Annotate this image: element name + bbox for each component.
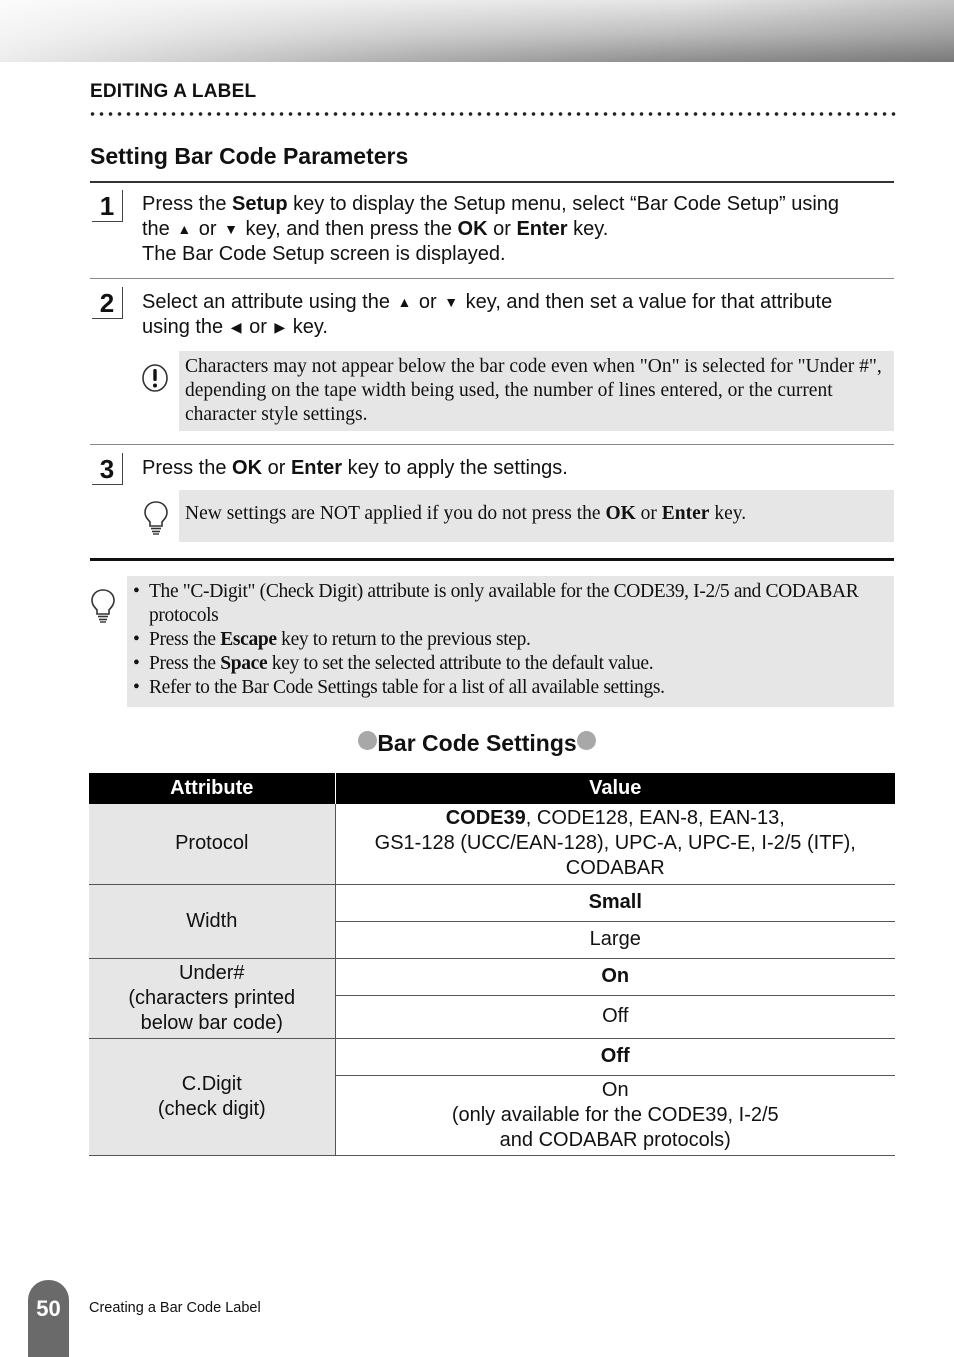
value-cell: Off bbox=[335, 995, 895, 1038]
step-2-text: Select an attribute using the ▲ or ▼ key, and then set a value for that attribute using the ◀ or ▶ key. bbox=[142, 291, 833, 338]
attribute-cell: Width bbox=[89, 884, 335, 958]
rule-end-steps bbox=[90, 558, 894, 561]
value-cell: Small bbox=[335, 884, 895, 921]
value-cell: CODE39, CODE128, EAN-8, EAN-13, GS1-128 (UCC/EAN-128), UPC-A, UPC-E, I-2/5 (ITF), CODABAR bbox=[335, 804, 895, 884]
step-1-number: 1 bbox=[92, 190, 123, 222]
value-cell: Off bbox=[335, 1038, 895, 1075]
step-2-number: 2 bbox=[92, 287, 123, 319]
apply-note: New settings are NOT applied if you do not press the OK or Enter key. bbox=[179, 490, 894, 542]
dotted-divider bbox=[88, 111, 896, 117]
rule-step-1 bbox=[90, 278, 894, 279]
tip-item: • Refer to the Bar Code Settings table for a list of all available settings. bbox=[129, 676, 888, 700]
attribute-cell: C.Digit (check digit) bbox=[89, 1038, 335, 1155]
tip-item: • The "C-Digit" (Check Digit) attribute is only available for the CODE39, I-2/5 and CODABAR protocols bbox=[129, 580, 888, 628]
heading-dot-left bbox=[358, 731, 377, 750]
value-cell: On bbox=[335, 958, 895, 995]
heading-dot-right bbox=[577, 731, 596, 750]
table-row bbox=[89, 804, 895, 884]
step-1-text: Press the Setup key to display the Setup menu, select “Bar Code Setup” using the ▲ or ▼ key, and then press the OK or Enter key. The Bar Code Setup screen is displayed. bbox=[142, 193, 840, 265]
table-row bbox=[89, 884, 895, 921]
up-arrow-icon: ▲ bbox=[397, 294, 412, 310]
bar-code-settings-table bbox=[89, 773, 895, 1156]
top-banner bbox=[0, 0, 954, 62]
value-cell: On (only available for the CODE39, I-2/5 and CODABAR protocols) bbox=[335, 1075, 895, 1155]
down-arrow-icon: ▼ bbox=[224, 221, 238, 237]
rule-top bbox=[90, 181, 894, 183]
page-number-tab: 50 bbox=[28, 1280, 69, 1357]
column-header-value: Value bbox=[335, 773, 895, 804]
table-row bbox=[89, 958, 895, 995]
lightbulb-icon bbox=[90, 588, 116, 624]
up-arrow-icon: ▲ bbox=[177, 221, 192, 237]
attribute-cell: Protocol bbox=[89, 804, 335, 884]
page-title: Setting Bar Code Parameters bbox=[90, 143, 409, 169]
rule-step-2 bbox=[90, 444, 894, 445]
lightbulb-icon bbox=[143, 500, 169, 536]
down-arrow-icon: ▼ bbox=[444, 294, 459, 310]
table-row bbox=[89, 1038, 895, 1075]
value-cell: Large bbox=[335, 921, 895, 958]
column-header-attribute: Attribute bbox=[89, 773, 335, 804]
tips-box bbox=[127, 576, 894, 707]
settings-heading: Bar Code Settings bbox=[0, 730, 954, 757]
step-3-text: Press the OK or Enter key to apply the settings. bbox=[142, 457, 568, 479]
attribute-cell: Under# (characters printed below bar code) bbox=[89, 958, 335, 1038]
right-arrow-icon: ▶ bbox=[274, 319, 286, 335]
step-3-number: 3 bbox=[92, 453, 123, 485]
caution-icon bbox=[141, 362, 169, 396]
left-arrow-icon: ◀ bbox=[230, 319, 242, 335]
footer-chapter-title: Creating a Bar Code Label bbox=[89, 1300, 261, 1316]
caution-note: Characters may not appear below the bar code even when "On" is selected for "Under #", depending on the tape width being used, the number of lines entered, or the current character style settings. bbox=[179, 351, 894, 431]
tip-item: • Press the Escape key to return to the previous step. bbox=[129, 628, 888, 652]
tip-item: • Press the Space key to set the selected attribute to the default value. bbox=[129, 652, 888, 676]
section-title: EDITING A LABEL bbox=[90, 81, 257, 102]
